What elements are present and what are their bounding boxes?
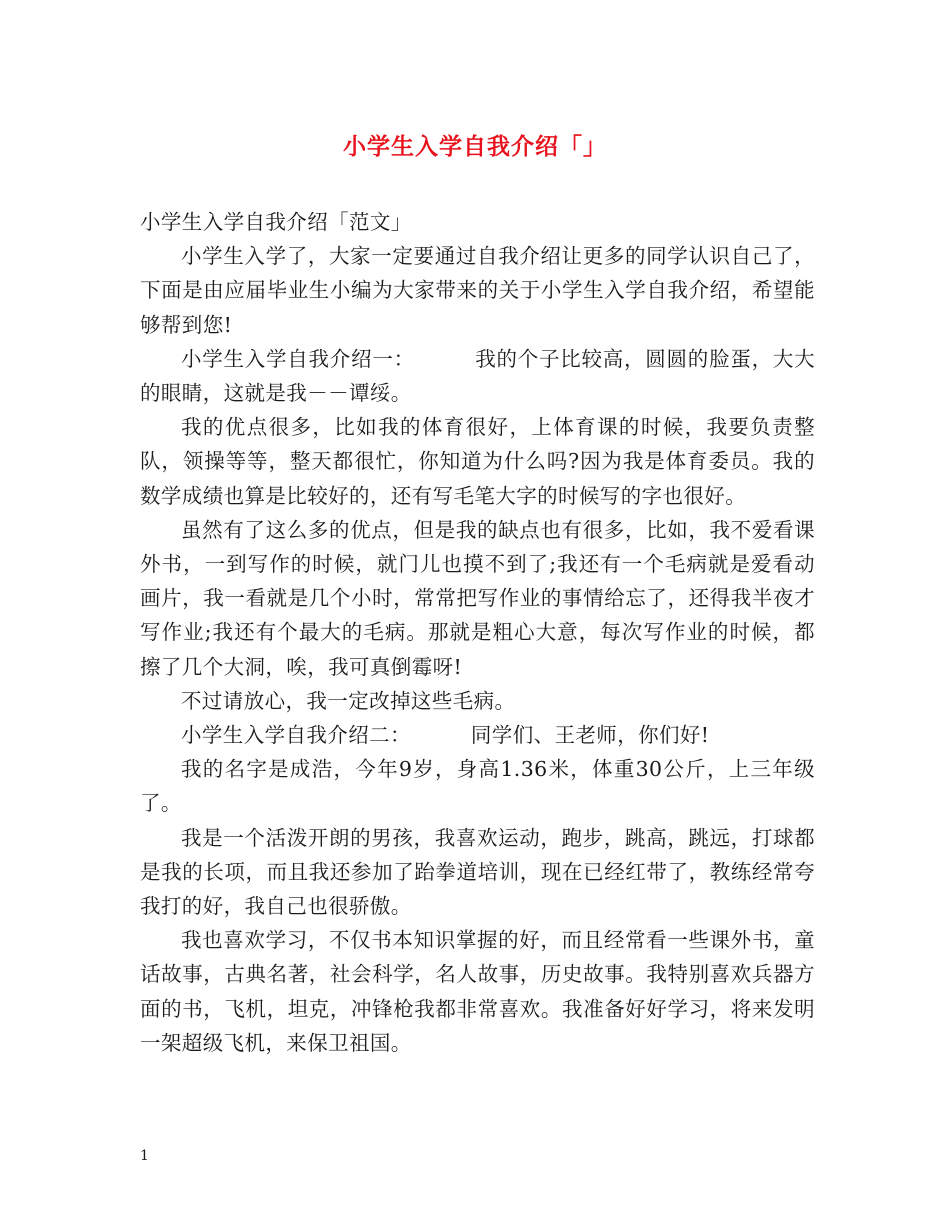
- section-one-paragraph: [140, 342, 815, 410]
- name-paragraph: 我的名字是成浩，今年9岁，身高1.36米，体重30公斤，上三年级了。: [140, 757, 815, 816]
- section-two-heading: 小学生入学自我介绍二：: [181, 723, 411, 748]
- page-number: 1: [140, 1148, 149, 1164]
- weaknesses-paragraph: 虽然有了这么多的优点，但是我的缺点也有很多，比如，我不爱看课外书，一到写作的时候，就门儿也摸不到了;我还有一个毛病就是爱看动画片，我一看就是几个小时，常常把写作业的事情给忘了，还得我半夜才写作业;我还有个最大的毛病。那就是粗心大意，每次写作业的时候，都擦了几个大洞，唉，我可真倒霉呀!: [140, 517, 815, 679]
- document-subtitle: 小学生入学自我介绍「范文」: [140, 210, 412, 234]
- study-paragraph: 我也喜欢学习，不仅书本知识掌握的好，而且经常看一些课外书，童话故事，古典名著，社会科学，名人故事，历史故事。我特别喜欢兵器方面的书，飞机，坦克，冲锋枪我都非常喜欢。我准备好好学习，将来发明一架超级飞机，来保卫祖国。: [140, 928, 815, 1055]
- strengths-paragraph: 我的优点很多，比如我的体育很好，上体育课的时候，我要负责整队，领操等等，整天都很忙，你知道为什么吗?因为我是体育委员。我的数学成绩也算是比较好的，还有写毛笔大字的时候写的字也很好。: [140, 415, 815, 508]
- intro-paragraph: 小学生入学了，大家一定要通过自我介绍让更多的同学认识自己了，下面是由应届毕业生小编为大家带来的关于小学生入学自我介绍，希望能够帮到您!: [140, 244, 815, 337]
- sports-paragraph: 我是一个活泼开朗的男孩，我喜欢运动，跑步，跳高，跳远，打球都是我的长项，而且我还参加了跆拳道培训，现在已经红带了，教练经常夸我打的好，我自己也很骄傲。: [140, 825, 815, 919]
- section-one-text: 我的个子比较高，圆圆的脸蛋，大大的眼睛，这就是我－－谭绥。: [140, 346, 815, 406]
- section-two-text: 同学们、王老师，你们好!: [470, 723, 710, 748]
- document-body: [140, 205, 815, 1060]
- section-two-paragraph: [140, 718, 815, 752]
- promise-paragraph: 不过请放心，我一定改掉这些毛病。: [181, 688, 516, 713]
- document-title: 小学生入学自我介绍「」: [343, 133, 607, 160]
- section-one-heading: 小学生入学自我介绍一：: [181, 346, 415, 371]
